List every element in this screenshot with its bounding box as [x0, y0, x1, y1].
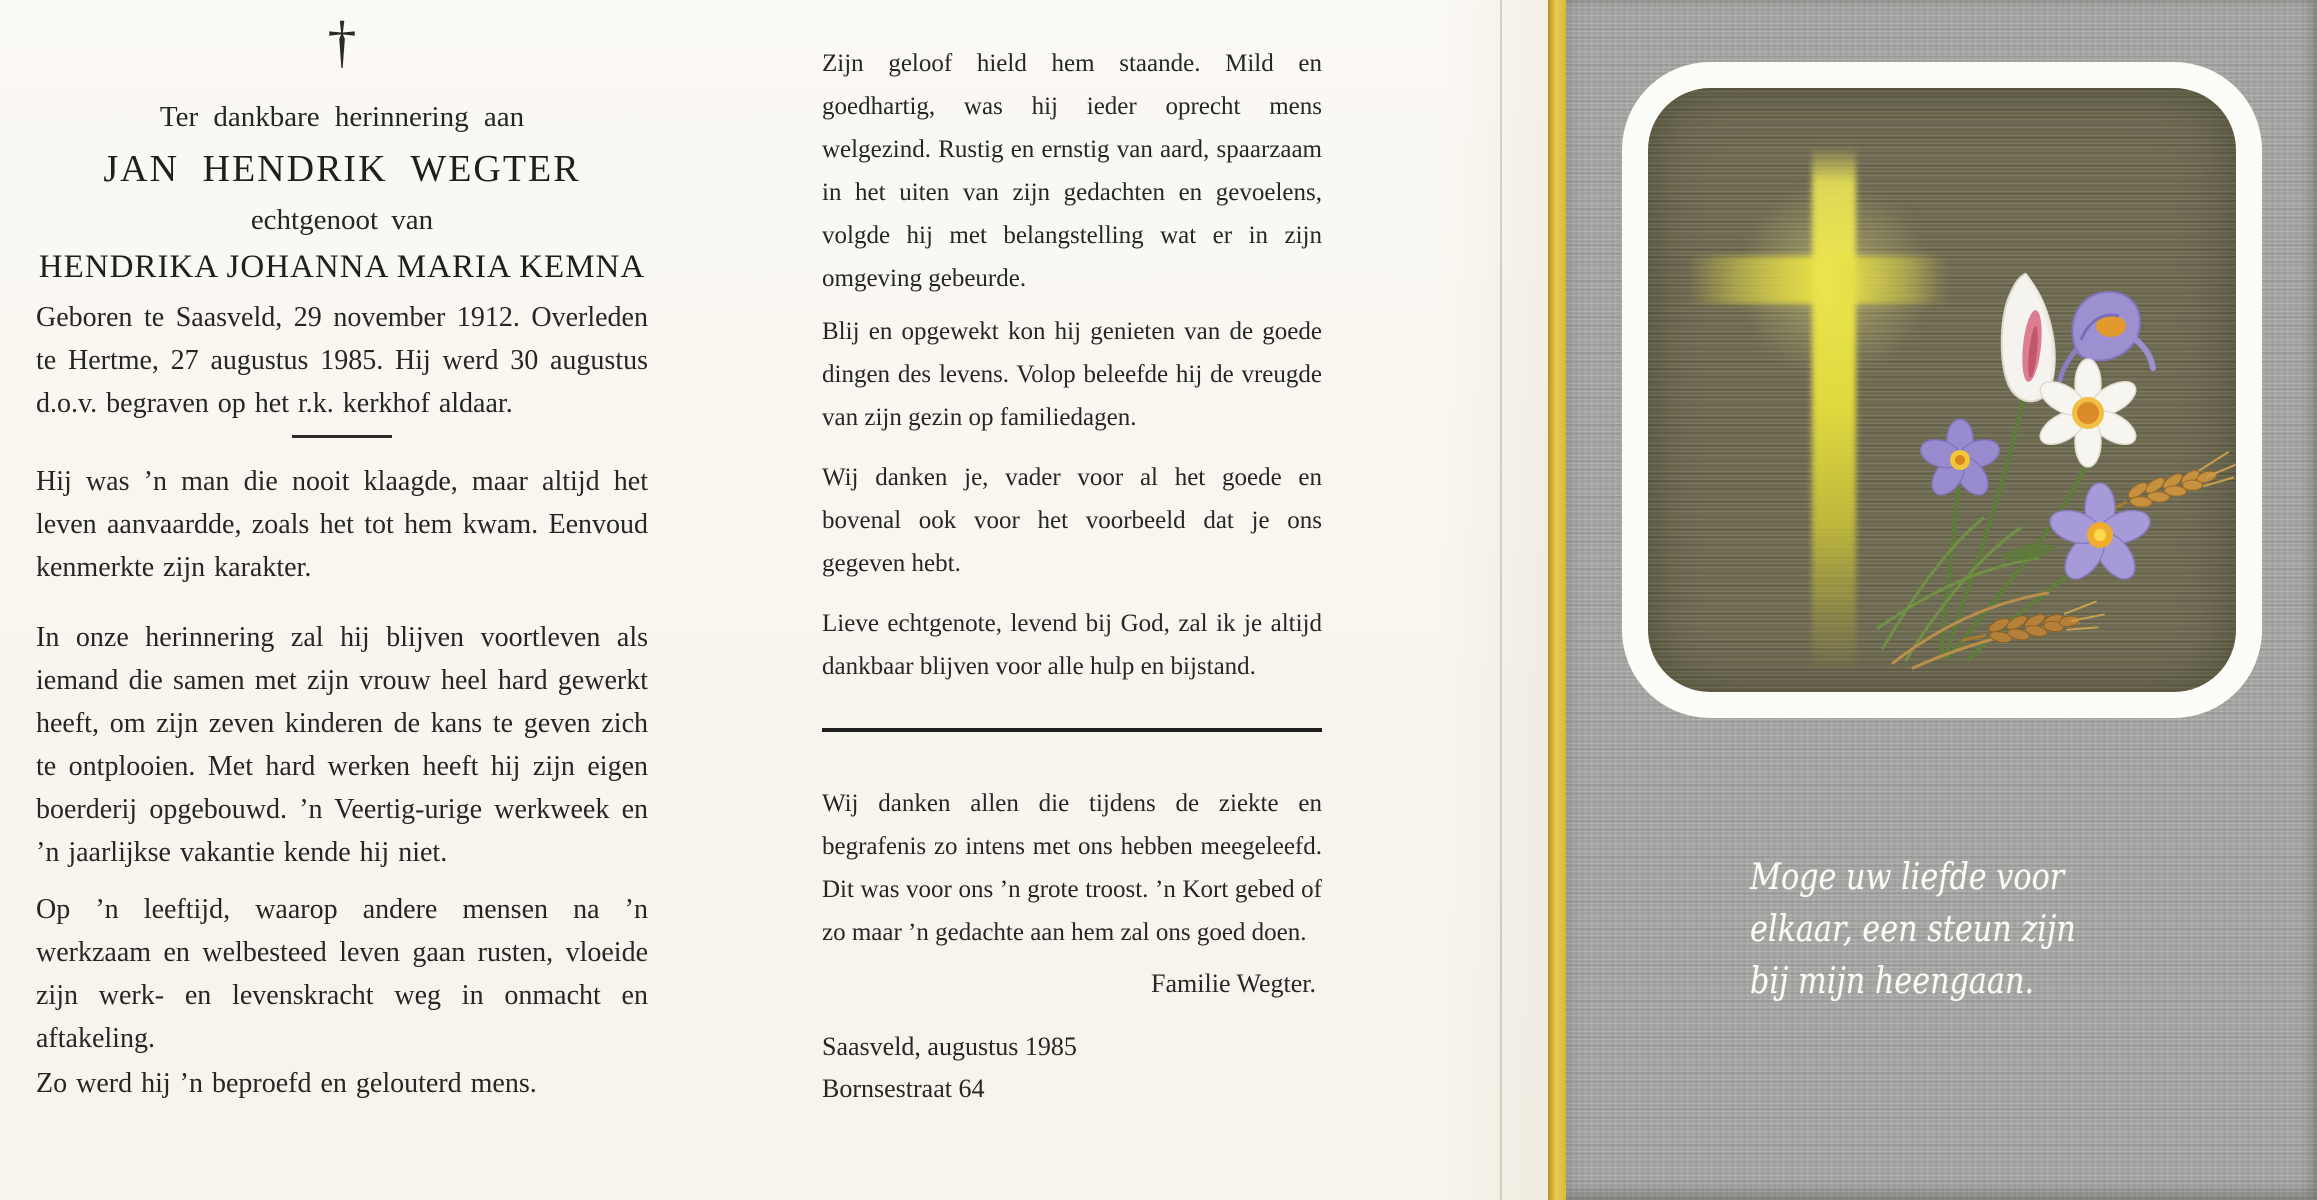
address-line: Bornsestraat 64	[822, 1074, 985, 1103]
verse-line-2: elkaar, een steun zijn	[1750, 909, 2076, 950]
leaf	[2000, 544, 2056, 561]
memorial-paragraph-1: Hij was ’n man die nooit klaagde, maar altijd het leven aanvaardde, zoals het tot hem kwam. Eenvoud kenmerkte zijn karakter.	[36, 466, 648, 583]
tribute-paragraph-3: Wij danken je, vader voor al het goede en bovenal ook voor het voorbeeld dat je ons gegeven hebt.	[822, 464, 1322, 577]
memorial-paragraph-3: Op ’n leeftijd, waarop andere mensen na ’n werkzaam en welbesteed leven gaan rusten, vloeide zijn werk- en levenskracht weg in onmacht en aftakeling.	[36, 894, 648, 1054]
gilded-edge	[1548, 0, 1566, 1200]
memorial-verse	[1750, 852, 2120, 1008]
vitals-paragraph: Geboren te Saasveld, 29 november 1912. Overleden te Hertme, 27 augustus 1985. Hij werd 30 augustus d.o.v. begraven op het r.k. kerkhof aldaar.	[36, 302, 648, 419]
memorial-paragraph-2: In onze herinnering zal hij blijven voortleven als iemand die samen met zijn vrouw heel hard gewerkt heeft, om zijn zeven kinderen de kans te geven zich te ontplooien. Met hard werken heeft hij zijn eigen boerderij opgebouwd. ’n Veertig-urige werkweek en ’n jaarlijkse vakantie kende hij niet.	[36, 622, 648, 868]
short-divider	[292, 435, 392, 438]
dagger-cross-icon: †	[327, 9, 357, 74]
holy-card-frame	[1622, 62, 2262, 718]
purple-flower-icon	[2060, 292, 2153, 380]
place-date-line: Saasveld, augustus 1985	[822, 1032, 1077, 1061]
right-page	[1566, 0, 2317, 1200]
wheat-ear-icon	[2102, 450, 2236, 519]
verse-line-3: bij mijn heengaan.	[1750, 961, 2035, 1002]
left-column	[36, 0, 648, 1105]
middle-column	[822, 0, 1322, 1107]
relation-line: echtgenoot van	[250, 204, 434, 236]
tribute-paragraph-1: Zijn geloof hield hem staande. Mild en goedhartig, was hij ieder oprecht mens welgezind. Rustig en ernstig van aard, spaarzaam in het uiten van zijn gedachten en gevoelens, volgde hij met belangstelling wat er in zijn omgeving gebeurde.	[822, 50, 1322, 292]
tribute-paragraph-4: Lieve echtgenote, levend bij God, zal ik je altijd dankbaar blijven voor alle hulp en bijstand.	[822, 610, 1322, 680]
long-divider	[822, 728, 1322, 732]
spouse-name: HENDRIKA JOHANNA MARIA KEMNA	[38, 249, 646, 285]
flower-bouquet-illustration	[1648, 88, 2236, 692]
page-fold-line	[1500, 0, 1502, 1200]
acknowledgement-paragraph: Wij danken allen die tijdens de ziekte en begrafenis zo intens met ons hebben meegeleefd. Dit was voor ons ’n grote troost. ’n Kort gebed of zo maar ’n gedachte aan hem zal ons goed doen.	[822, 790, 1322, 946]
dedication-line: Ter dankbare herinnering aan	[159, 101, 525, 133]
page-gutter-shade	[1440, 0, 1548, 1200]
holy-card-image	[1648, 88, 2236, 692]
verse-line-1: Moge uw liefde voor	[1750, 857, 2065, 898]
tribute-paragraph-2: Blij en opgewekt kon hij genieten van de goede dingen des levens. Volop beleefde hij de vreugde van zijn gezin op familiedagen.	[822, 318, 1322, 431]
family-signature: Familie Wegter.	[1151, 969, 1316, 998]
deceased-name: JAN HENDRIK WEGTER	[103, 148, 581, 190]
memorial-paragraph-4: Zo werd hij ’n beproefd en gelouterd mens.	[36, 1068, 537, 1099]
